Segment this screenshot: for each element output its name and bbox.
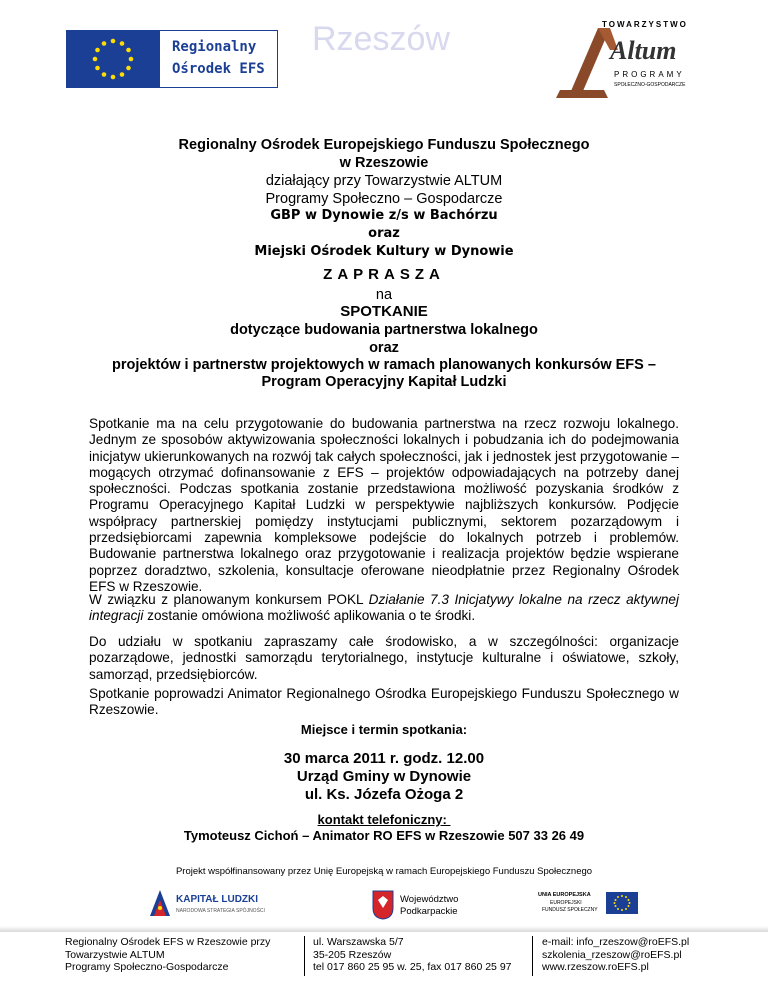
p2-text-b: zostanie omówiona możliwość aplikowania o te środki. <box>143 608 476 624</box>
efs-logo-line1: Regionalny <box>172 39 257 55</box>
footer-divider-1 <box>304 936 305 976</box>
invite-spotkanie: SPOTKANIE <box>340 303 428 320</box>
footer-org-line2: Towarzystwie ALTUM <box>65 948 165 961</box>
body-paragraph-2 <box>89 592 679 625</box>
invite-topic-1: dotyczące budowania partnerstwa lokalnego <box>230 322 538 338</box>
footer-org-line3: Programy Społeczno-Gospodarcze <box>65 961 229 973</box>
organizer-city: w Rzeszowie <box>339 155 429 171</box>
invite-topic-2: projektów i partnerstw projektowych w ramach planowanych konkursów EFS – <box>112 357 656 373</box>
kl-sub: NARODOWA STRATEGIA SPÓJNOŚCI <box>176 908 265 914</box>
cofinance-note: Projekt współfinansowany przez Unię Europejską w ramach Europejskiego Funduszu Społecznego <box>175 866 593 877</box>
footer-address-line3: tel 017 860 25 95 w. 25, fax 017 860 25 97 <box>313 961 512 973</box>
body-paragraph-1: Spotkanie ma na celu przygotowanie do budowania partnerstwa na rzecz rozwoju lokalnego. Jednym ze sposobów aktywizowania społeczności lokalnych i pobudzania ich do podejmowania inicjatyw ukierunkowanych na rozwój tak całych społeczności, jak i jednostek jest przygotowanie – mogących otrzymać dofinansowanie z EFS – projektów odpowiadających na potrzeby danej społeczności. Podczas spotkania zostanie przedstawiona możliwość pozyskania środków z Programu Operacyjnego Kapitał Ludzki w perspektywie najbliższych konkursów. Podjęcie współpracy partnerskiej pomiędzy instytucjami publicznymi, sektorem pozarządowym i przedsiębiorcami zapewnia kompleksowe podejście do lokalnych potrzeb i problemów. Budowanie partnerstwa lokalnego oraz przygotowanie i realizacja projektów będzie wspierane poprzez doradztwo, szkolenia, konsultacje oferowane nieodpłatnie przez Regionalny Ośrodek EFS w Rzeszowie. <box>89 416 679 594</box>
invite-oraz: oraz <box>369 340 399 356</box>
podkarpackie-logo <box>372 890 472 924</box>
organizer-parent: działający przy Towarzystwie ALTUM <box>265 173 503 189</box>
efs-logo-line2: Ośrodek EFS <box>172 61 265 77</box>
partner-culture-center: Miejski Ośrodek Kultury w Dynowie <box>254 244 514 259</box>
organizer-parent-name: Programy Społeczno – Gospodarcze <box>265 191 503 207</box>
altum-logo <box>548 20 698 106</box>
organizer-name: Regionalny Ośrodek Europejskiego Funduszu Społecznego <box>178 137 590 153</box>
eu-stars-icon <box>93 39 134 80</box>
woj-line1: Województwo <box>400 894 459 905</box>
contact-person: Tymoteusz Cichoń – Animator RO EFS w Rzeszowie 507 33 26 49 <box>183 828 585 843</box>
footer-address-line2: 35-205 Rzeszów <box>313 948 392 961</box>
woj-line2: Podkarpackie <box>400 906 458 917</box>
kapital-ludzki-logo <box>148 886 278 922</box>
partner-and: oraz <box>368 226 400 241</box>
invite-zaprasza: ZAPRASZA <box>323 266 445 283</box>
footer-org <box>65 936 270 974</box>
p2-text-a: W związku z planowanym konkursem POKL <box>89 592 369 607</box>
rzeszow-logo: Rzeszów <box>312 20 450 58</box>
place-label: Miejsce i termin spotkania: <box>300 722 468 737</box>
eu-flag-logo <box>66 30 160 88</box>
footer-address-line1: ul. Warszawska 5/7 <box>313 936 404 948</box>
ue-line2: EUROPEJSKI <box>550 900 582 906</box>
altum-programy: PROGRAMY <box>614 70 685 79</box>
footer-email-2[interactable]: szkolenia_rzeszow@roEFS.pl <box>542 948 682 961</box>
invite-topic-3: Program Operacyjny Kapitał Ludzki <box>261 374 507 390</box>
event-date: 30 marca 2011 r. godz. 12.00 <box>283 750 485 767</box>
contact-label: kontakt telefoniczny: <box>317 812 451 827</box>
body-paragraph-3: Do udziału w spotkaniu zapraszamy całe środowisko, a w szczególności: organizacje pozarządowe, jednostki samorządu terytorialnego, instytucje kulturalne i oświatowe, szkoły, samorząd, przedsiębiorców. <box>89 634 679 682</box>
altum-top-text: TOWARZYSTWO <box>602 20 688 29</box>
eu-efs-logo <box>538 890 638 924</box>
invite-na: na <box>375 287 393 303</box>
kl-title: KAPITAŁ LUDZKI <box>176 894 259 905</box>
p2-italic: Działanie 7.3 Inicjatywy lokalne na rzecz aktywnej integracji <box>89 592 679 624</box>
footer-email[interactable]: e-mail: info_rzeszow@roEFS.pl <box>542 936 690 948</box>
altum-name: Altum <box>610 36 677 65</box>
footer-contact <box>542 936 689 974</box>
eu-flag-small-icon <box>606 892 638 914</box>
footer-website[interactable]: www.rzeszow.roEFS.pl <box>542 961 649 973</box>
efs-logo <box>160 30 278 88</box>
ue-line1: UNIA EUROPEJSKA <box>538 892 591 898</box>
footer-address <box>313 936 512 974</box>
event-venue: Urząd Gminy w Dynowie <box>296 768 472 785</box>
footer-org-line1: Regionalny Ośrodek EFS w Rzeszowie przy <box>65 936 271 948</box>
footer-divider-2 <box>532 936 533 976</box>
body-paragraph-4: Spotkanie poprowadzi Animator Regionalnego Ośrodka Europejskiego Funduszu Społecznego w Rzeszowie. <box>89 686 679 718</box>
partner-library: GBP w Dynowie z/s w Bachórzu <box>270 208 498 223</box>
altum-sub: SPOŁECZNO-GOSPODARCZE <box>614 82 686 88</box>
event-address: ul. Ks. Józefa Ożoga 2 <box>304 786 464 803</box>
footer-separator <box>0 926 768 932</box>
ue-line3: FUNDUSZ SPOŁECZNY <box>542 907 598 913</box>
